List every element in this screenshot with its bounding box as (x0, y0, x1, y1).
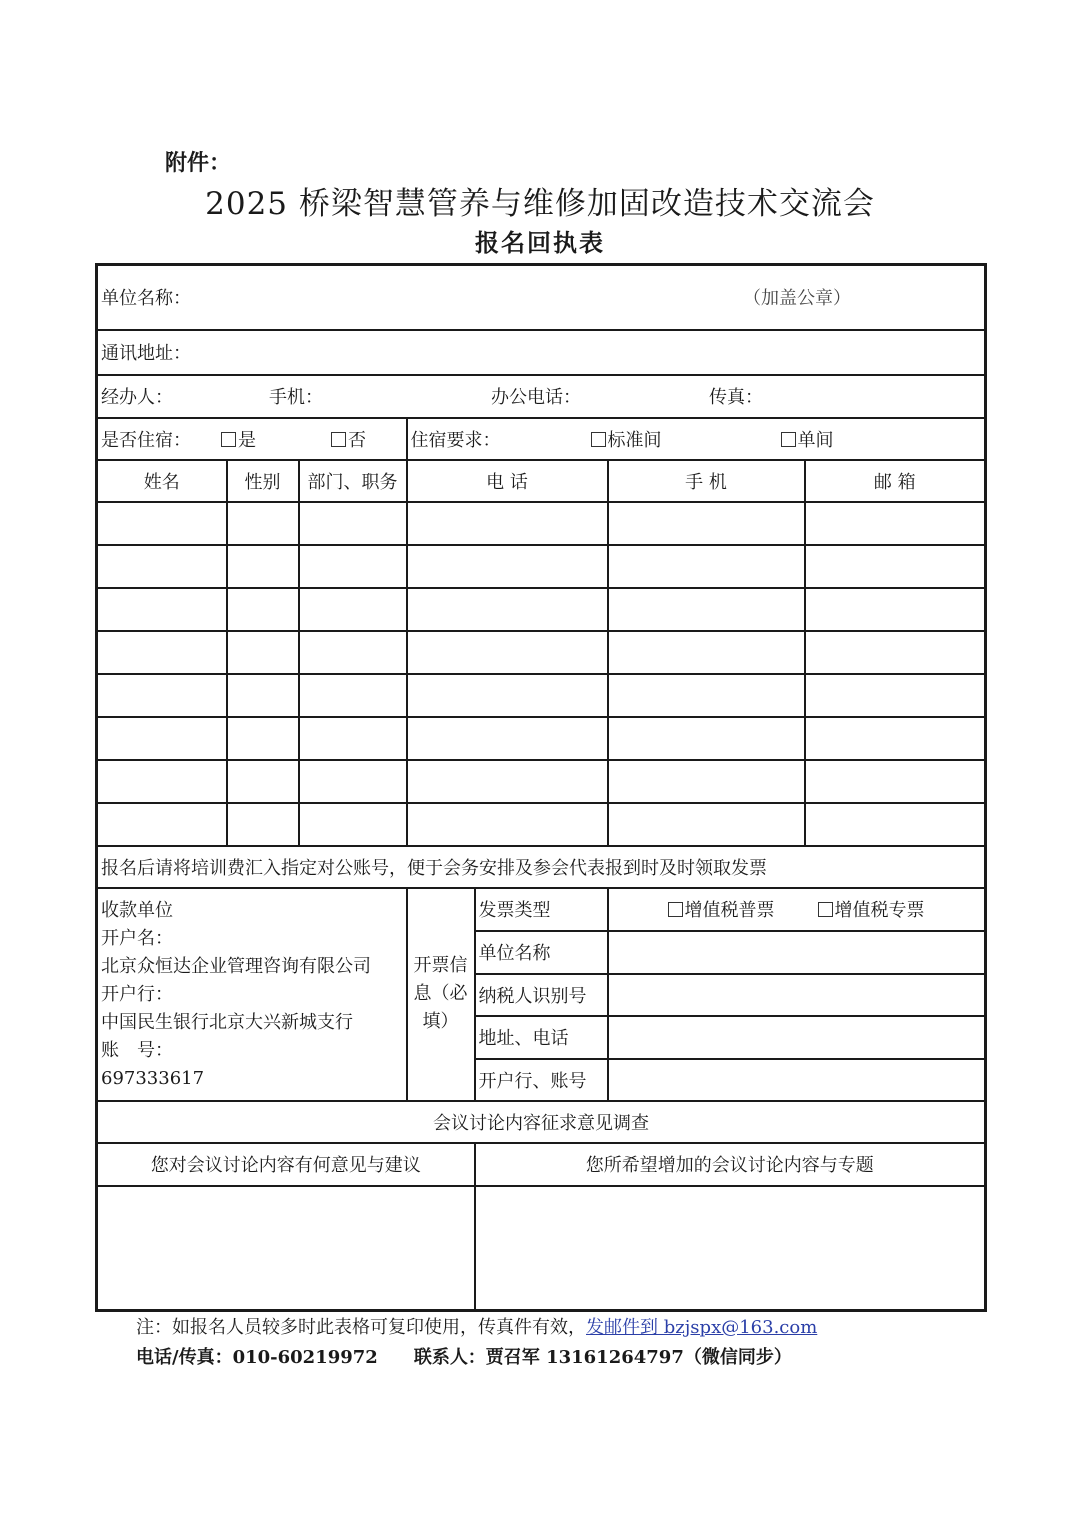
vat-normal-checkbox[interactable] (668, 896, 818, 922)
attendee-header-row (97, 460, 986, 502)
lodging-row (97, 418, 986, 460)
vat-special-checkbox[interactable] (818, 900, 925, 921)
yes-checkbox[interactable] (221, 426, 331, 452)
addr-phone-label: 地址、电话 (475, 1016, 608, 1059)
no-label: 否 (348, 429, 366, 451)
invoice-type-label: 发票类型 (475, 888, 608, 931)
col-name: 姓名 (97, 460, 227, 502)
attendee-row (97, 588, 986, 631)
checkbox-icon (221, 432, 236, 447)
invoice-type-row (97, 888, 986, 931)
page-subtitle: 报名回执表 (475, 228, 605, 257)
col-dept: 部门、职务 (299, 460, 407, 502)
fax-label: 传真： (709, 387, 763, 408)
address-label: 通讯地址： (101, 343, 191, 364)
registration-form (95, 263, 987, 1312)
footer-note (136, 1313, 817, 1339)
email-link[interactable]: 发邮件到 bzjspx@163.com (586, 1317, 818, 1338)
taxpayer-id-label: 纳税人识别号 (475, 974, 608, 1016)
survey-answer-2[interactable] (475, 1186, 986, 1311)
vat-special-label: 增值税专票 (834, 900, 925, 921)
survey-question-1: 您对会议讨论内容有何意见与建议 (97, 1143, 475, 1186)
payee-title: 收款单位 (101, 899, 173, 921)
footer-contact: 电话/传真：010-60219972 联系人：贾召军 13161264797（微信同步） (136, 1347, 792, 1368)
attendee-row (97, 545, 986, 588)
mobile-label: 手机： (269, 387, 323, 408)
checkbox-icon (331, 432, 346, 447)
no-checkbox[interactable] (331, 430, 366, 451)
attendee-row (97, 803, 986, 846)
attendee-row (97, 674, 986, 717)
single-room-checkbox[interactable] (781, 430, 834, 451)
checkbox-icon (781, 432, 796, 447)
lodging-question: 是否住宿： (101, 429, 191, 451)
payment-note-row (97, 846, 986, 888)
account-name-label: 开户名： (101, 927, 173, 949)
unit-name-row (97, 265, 986, 330)
checkbox-icon (818, 902, 833, 917)
attendee-row (97, 717, 986, 760)
payment-note: 报名后请将培训费汇入指定对公账号，便于会务安排及参会代表报到时及时领取发票 (97, 846, 986, 888)
standard-room-checkbox[interactable] (591, 426, 781, 452)
footer-note-text: 注：如报名人员较多时此表格可复印使用，传真件有效， (136, 1317, 586, 1338)
account-no: 697333617 (101, 1067, 205, 1089)
survey-title: 会议讨论内容征求意见调查 (97, 1101, 986, 1143)
survey-title-row (97, 1101, 986, 1143)
survey-question-2: 您所希望增加的会议讨论内容与专题 (475, 1143, 986, 1186)
attendee-row (97, 631, 986, 674)
office-phone-label: 办公电话： (491, 387, 581, 408)
stamp-note: （加盖公章） (743, 288, 852, 310)
col-mobile: 手 机 (608, 460, 805, 502)
survey-answer-1[interactable] (97, 1186, 475, 1311)
checkbox-icon (591, 432, 606, 447)
bank-label: 开户行： (101, 983, 173, 1005)
unit-name-label: 单位名称： (101, 288, 191, 310)
invoice-unit-label: 单位名称 (475, 931, 608, 974)
lodging-requirement: 住宿要求： (410, 429, 501, 451)
vat-normal-label: 增值税普票 (684, 900, 775, 921)
col-email: 邮 箱 (805, 460, 986, 502)
handler-label: 经办人： (101, 387, 173, 408)
account-no-label: 账 号： (101, 1039, 173, 1061)
payee-info (97, 888, 407, 1101)
single-room-label: 单间 (797, 429, 834, 451)
bank-name: 中国民生银行北京大兴新城支行 (101, 1011, 353, 1033)
address-row (97, 330, 986, 375)
col-gender: 性别 (227, 460, 299, 502)
standard-room-label: 标准间 (607, 429, 662, 451)
col-phone: 电 话 (407, 460, 608, 502)
survey-question-row (97, 1143, 986, 1186)
survey-answer-row (97, 1186, 986, 1311)
invoice-info-label: 开票信息（必填） (407, 888, 475, 1101)
page-title: 2025 桥梁智慧管养与维修加固改造技术交流会 (205, 186, 875, 222)
yes-label: 是 (238, 429, 256, 451)
bank-account-label: 开户行、账号 (475, 1059, 608, 1101)
attendee-row (97, 502, 986, 545)
attachment-label: 附件： (165, 150, 232, 176)
checkbox-icon (668, 902, 683, 917)
contact-row (97, 375, 986, 418)
account-name: 北京众恒达企业管理咨询有限公司 (101, 955, 371, 977)
attendee-row (97, 760, 986, 803)
